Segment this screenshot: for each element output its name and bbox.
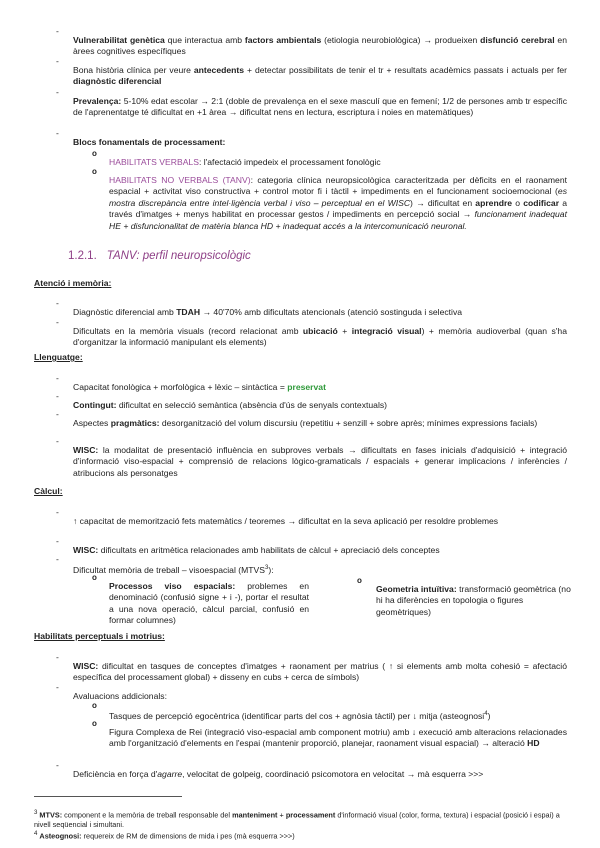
bullet-dash: - — [56, 760, 59, 770]
bullet-genetic-vulnerability: Vulnerabilitat genètica que interactua amb factors ambientals (etiologia neurobiològica) → produeixen disfunció cerebral en àrees cognitives específiques — [73, 34, 567, 57]
circle-bullet-icon — [92, 572, 97, 584]
bullet-wisc-arithmetic: WISC: dificultats en aritmètica relacionades amb habilitats de càlcul + apreciació dels conceptes — [73, 544, 440, 555]
footnote-3: $^3$ MTVS: component e la memòria de treball responsable del manteniment + processament d'informació visual (color, forma, textura) i espacial (posició i espai) a nivell seqüencial i simultani. — [34, 809, 560, 829]
bullet-dash: - — [56, 317, 59, 327]
bullet-dash: - — [56, 436, 59, 446]
bullet-dash: - — [56, 56, 59, 66]
sub-item-visuospatial: Processos viso espacials: problemes en denominació (confusió signe + i -), portar el resultat a una nova operació, càlcul parcial, confusió en formar columnes) — [109, 580, 309, 626]
bullet-working-memory: Dificultat memòria de treball – visoespacial (MTVS$^3$): — [73, 564, 274, 575]
bullet-dash: - — [56, 391, 59, 401]
bullet-prevalence: Prevalença: 5-10% edat escolar → 2:1 (doble de prevalença en el sexe masculí que en femení; 1/2 de persones amb tr específic de l'aprenentatge té dificultat en +1 àrea → dificultat nens en lectura, escriptura i noies en matemàtiques) — [73, 95, 567, 118]
heading-calculation: Càlcul: — [34, 486, 63, 496]
sub-item-rey-figure: Figura Complexa de Rei (integració viso-espacial amb component motriu) amb ↓ execució amb alteracions relacionades amb l'organització d'elements en l'espai (mantenir proporció, planejar, raonament visual espacial) → alteració HD — [109, 726, 567, 749]
bullet-dash: - — [56, 298, 59, 308]
bullet-dash: - — [56, 536, 59, 546]
bullet-dash: - — [56, 26, 59, 36]
sub-item-verbal-skills: HABILITATS VERBALS: l'afectació impedeix el processament fonològic — [109, 156, 381, 167]
circle-bullet-icon — [357, 575, 362, 587]
heading-perceptual-motor: Habilitats perceptuals i motrius: — [34, 631, 165, 641]
bullet-content: Contingut: dificultat en selecció semàntica (absència d'ús de senyals contextuals) — [73, 399, 388, 410]
bullet-pragmatic: Aspectes pragmàtics: desorganització del volum discursiu (repetitiu + senzill + sobre après; mínimes expressions facials) — [73, 417, 538, 428]
bullet-memorization: ↑ capacitat de memorització fets matemàtics / teoremes → dificultat en la seva aplicació per resoldre problemes — [73, 515, 499, 526]
heading-language: Llenguatge: — [34, 352, 83, 362]
bullet-dash: - — [56, 682, 59, 692]
circle-bullet-icon — [92, 718, 97, 730]
section-heading: 1.2.1. TANV: perfil neuropsicològic — [68, 250, 251, 262]
bullet-processing-blocks: Blocs fonamentals de processament: — [73, 136, 226, 147]
bullet-dash: - — [56, 128, 59, 138]
footnote-separator — [34, 796, 182, 797]
circle-bullet-icon — [92, 148, 97, 160]
sub-item-egocentric: Tasques de percepció egocèntrica (identificar parts del cos + agnòsia tàctil) per ↓ mitja (asteognosi$^4$) — [109, 710, 491, 721]
bullet-dash: - — [56, 507, 59, 517]
bullet-dash: - — [56, 554, 59, 564]
bullet-visual-memory: Dificultats en la memòria visuals (record relacionat amb ubicació + integració visual) + memòria audioverbal (quan s'ha d'organitzar la informació manipulant els elements) — [73, 325, 567, 348]
bullet-additional-assessments: Avaluacions addicionals: — [73, 690, 167, 701]
heading-attention-memory: Atenció i memòria: — [34, 278, 112, 288]
bullet-dash: - — [56, 652, 59, 662]
circle-bullet-icon — [92, 700, 97, 712]
bullet-phonological: Capacitat fonològica + morfològica + lèxic – sintàctica = preservat — [73, 381, 326, 392]
bullet-dash: - — [56, 373, 59, 383]
sub-item-nonverbal-skills: HABILITATS NO VERBALS (TANV): categoria clínica neuropsicològica caracteritzada per dèficits en el raonament espacial + activitat viso constructiva + control motor fi i tàctil + impediments en el funcionament socioemocional (es mostra discrepància entre intel·ligència verbal i viso – perceptual en el WISC) → dificultat en aprendre o codificar a través d'imatges + menys habilitat en processar gestos / impediments en percepció social → funcionament inadequat HE + disfuncionalitat de matèria blanca HD + inadequat accés a la intercomunicació neuronal. — [109, 174, 568, 231]
bullet-wisc-language: WISC: la modalitat de presentació influència en subproves verbals → dificultats en fases inicials d'adquisició + integració d'informació viso-espacial + comprensió de relacions lògico-gramaticals / espacials + generar implicacions / inferències / atribucions als personatges — [73, 444, 567, 478]
bullet-clinical-history: Bona història clínica per veure antecedents + detectar possibilitats de tenir el tr + resultats acadèmics passats i actuals per fer diagnòstic diferencial — [73, 64, 567, 87]
circle-bullet-icon — [92, 166, 97, 178]
bullet-dash: - — [56, 87, 59, 97]
bullet-wisc-perceptual: WISC: dificultat en tasques de conceptes d'imatges + raonament per matrius ( ↑ si elements amb molta cohesió = afectació específica del processament global) + disseny en cubs + cerca de símbols) — [73, 660, 567, 683]
footnote-4: $^4$ Asteognosi: requereix de RM de dimensions de mida i pes (mà esquerra >>>) — [34, 830, 295, 841]
bullet-tdah: Diagnòstic diferencial amb TDAH → 40'70% amb dificultats atencionals (atenció sostinguda i selectiva — [73, 306, 463, 317]
bullet-grip-strength: Deficiència en força d'agarre, velocitat de golpeig, coordinació psicomotora en velocitat → mà esquerra >>> — [73, 768, 484, 779]
sub-item-geometry: Geometria intuïtiva: transformació geomètrica (no hi ha diferències en topologia o figures geomètriques) — [376, 583, 571, 617]
bullet-dash: - — [56, 409, 59, 419]
